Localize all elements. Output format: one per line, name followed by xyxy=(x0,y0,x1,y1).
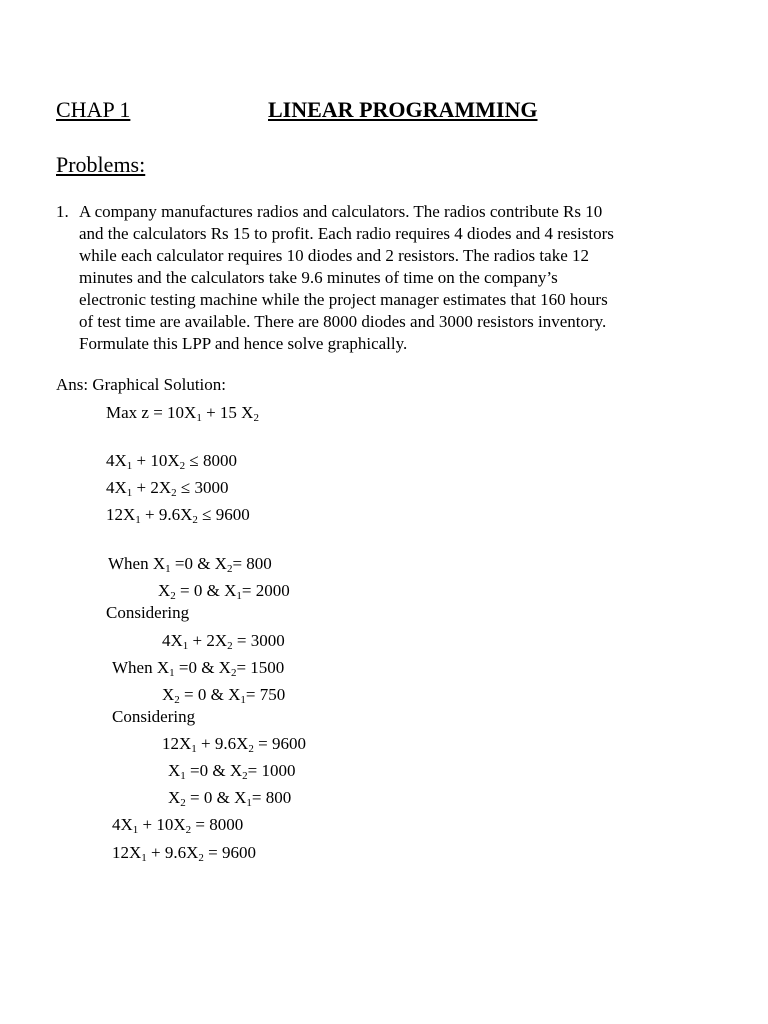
page-title: LINEAR PROGRAMMING xyxy=(268,97,538,122)
intercept-step: $X_1 =0$ & $X_2= 1000$ xyxy=(168,761,296,782)
equation-line: $12X_1 + 9.6X_2 = 9600$ xyxy=(162,734,306,755)
considering-label: Considering xyxy=(106,603,190,622)
problem-number: 1. xyxy=(56,202,69,221)
intercept-step: $X_2 = 0$ & $X_1= 750$ xyxy=(162,685,286,706)
intercept-step: $X_2 = 0$ & $X_1= 2000$ xyxy=(158,581,290,602)
problem-line: minutes and the calculators take 9.6 minutes of time on the company’s xyxy=(79,268,558,287)
problem-line: of test time are available. There are 8000 diodes and 3000 resistors inventory. xyxy=(79,312,607,331)
section-title: Problems: xyxy=(56,152,146,177)
constraint-resistors: $4X_1 + 2X_2 \le 3000$ xyxy=(106,478,229,499)
chapter-label: CHAP 1 xyxy=(56,97,131,122)
objective-function: Max $z = 10X_1 + 15$ $X_2$ xyxy=(106,403,259,424)
constraint-diodes: $4X_1 + 10X_2 \le 8000$ xyxy=(106,451,237,472)
problem-line: while each calculator requires 10 diodes and 2 resistors. The radios take 12 xyxy=(79,246,589,265)
equation-line: $12X_1 + 9.6X_2 = 9600$ xyxy=(112,843,256,864)
intercept-step: $X_2 = 0$ & $X_1= 800$ xyxy=(168,788,292,809)
equation-line: $4X_1 + 2X_2 = 3000$ xyxy=(162,631,285,652)
problem-line: and the calculators Rs 15 to profit. Each radio requires 4 diodes and 4 resistors xyxy=(79,224,614,243)
problem-line: electronic testing machine while the project manager estimates that 160 hours xyxy=(79,290,608,309)
intercept-step: When $X_1 =0$ & $X_2= 1500$ xyxy=(112,658,285,679)
problem-line: A company manufactures radios and calculators. The radios contribute Rs 10 xyxy=(79,202,603,221)
problem-line: Formulate this LPP and hence solve graphically. xyxy=(79,334,408,353)
answer-label: Ans: Graphical Solution: xyxy=(56,375,226,394)
intercept-step: When $X_1 =0$ & $X_2= 800$ xyxy=(108,554,272,575)
considering-label: Considering xyxy=(112,707,196,726)
equation-line: $4X_1 + 10X_2 = 8000$ xyxy=(112,815,244,836)
constraint-time: $12X_1 + 9.6X_2 \le 9600$ xyxy=(106,505,250,526)
